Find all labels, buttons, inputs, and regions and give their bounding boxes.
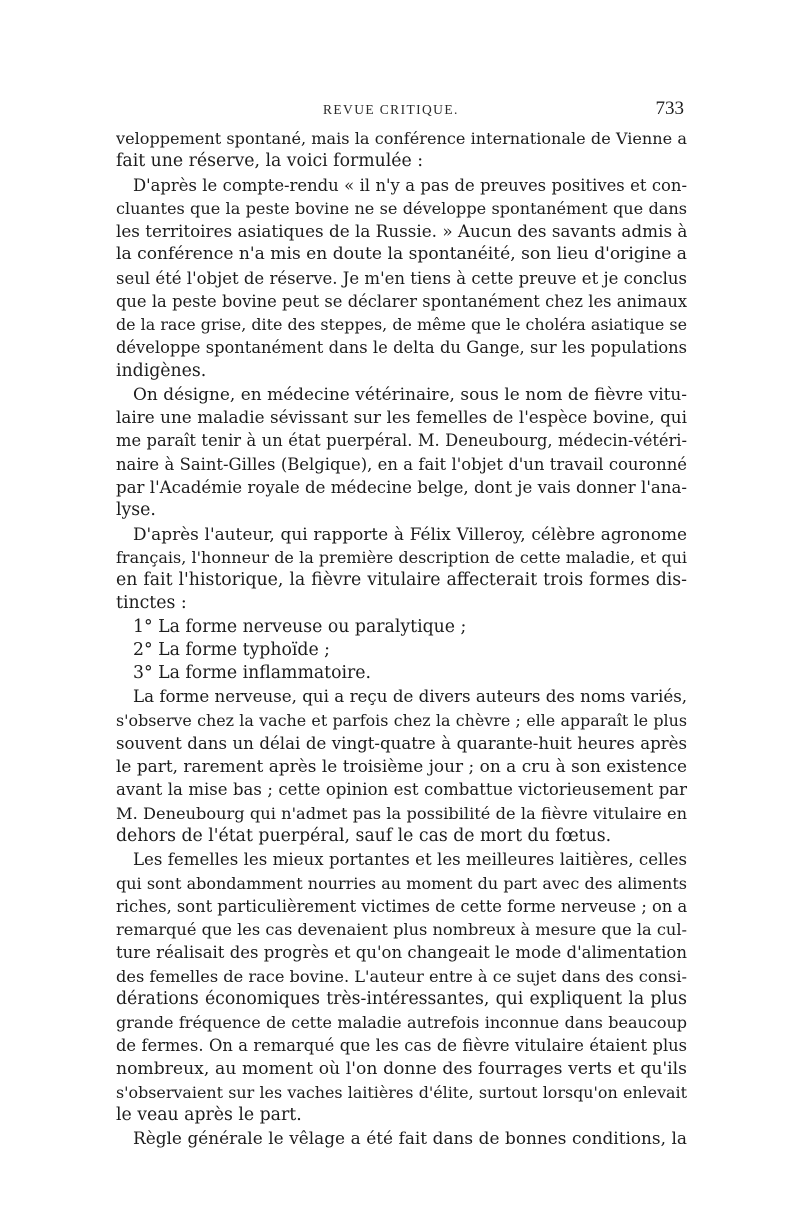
text-line: M. Deneubourg qui n'admet pas la possibilité de la fièvre vitulaire en <box>116 803 687 823</box>
list-item: 1° La forme nerveuse ou paralytique ; <box>133 616 467 637</box>
text-line: souvent dans un délai de vingt-quatre à quarante-huit heures après <box>116 733 687 753</box>
text-line: avant la mise bas ; cette opinion est combattue victorieusement par <box>116 780 687 800</box>
page-header <box>118 98 686 122</box>
text-line: le veau après le part. <box>116 1105 302 1126</box>
text-line: le part, rarement après le troisième jour ; on a cru à son existence <box>116 756 687 777</box>
text-line: remarqué que les cas devenaient plus nombreux à mesure que la cul- <box>116 920 687 940</box>
text-line: qui sont abondamment nourries au moment du part avec des aliments <box>116 873 687 893</box>
text-line: tinctes : <box>116 593 187 614</box>
text-line: laire une maladie sévissant sur les femelles de l'espèce bovine, qui <box>116 407 687 428</box>
text-line: par l'Académie royale de médecine belge, dont je vais donner l'ana- <box>116 477 687 497</box>
text-line: grande fréquence de cette maladie autrefois inconnue dans beaucoup <box>116 1013 687 1033</box>
paragraph-start-line: On désigne, en médecine vétérinaire, sous le nom de fièvre vitu- <box>133 383 687 404</box>
text-line: indigènes. <box>116 360 207 381</box>
text-line: fait une réserve, la voici formulée : <box>116 151 424 172</box>
text-line: seul été l'objet de réserve. Je m'en tiens à cette preuve et je conclus <box>116 268 687 288</box>
body-text <box>116 127 687 1151</box>
page-number: 733 <box>655 98 684 119</box>
text-line: me paraît tenir à un état puerpéral. M. Deneubourg, médecin-vétéri- <box>116 431 687 451</box>
text-line: des femelles de race bovine. L'auteur entre à ce sujet dans des consi- <box>116 966 687 986</box>
text-line: riches, sont particulièrement victimes de cette forme nerveuse ; on a <box>116 896 687 916</box>
list-item: 3° La forme inflammatoire. <box>133 663 371 684</box>
text-line: développe spontanément dans le delta du Gange, sur les populations <box>116 338 687 358</box>
paragraph-start-line: Les femelles les mieux portantes et les meilleures laitières, celles <box>133 850 687 870</box>
text-line: naire à Saint-Gilles (Belgique), en a fait l'objet d'un travail couronné <box>116 454 687 474</box>
paragraph-start-line: D'après l'auteur, qui rapporte à Félix Villeroy, célèbre agronome <box>133 523 687 544</box>
text-line: nombreux, au moment où l'on donne des fourrages verts et qu'ils <box>116 1058 687 1079</box>
text-line: de la race grise, dite des steppes, de même que le choléra asiatique se <box>116 315 687 335</box>
text-line: la conférence n'a mis en doute la spontanéité, son lieu d'origine a <box>116 244 687 265</box>
text-line: lyse. <box>116 500 156 521</box>
list-item: 2° La forme typhoïde ; <box>133 639 331 660</box>
text-line: de fermes. On a remarqué que les cas de fièvre vitulaire étaient plus <box>116 1036 687 1056</box>
text-line: cluantes que la peste bovine ne se développe spontanément que dans <box>116 198 687 218</box>
text-line: dehors de l'état puerpéral, sauf le cas de mort du fœtus. <box>116 825 612 846</box>
text-line: dérations économiques très-intéressantes, qui expliquent la plus <box>116 988 687 1009</box>
text-line: français, l'honneur de la première description de cette maladie, et qui <box>116 547 687 567</box>
text-line: que la peste bovine peut se déclarer spontanément chez les animaux <box>116 291 687 311</box>
paragraph-start-line: La forme nerveuse, qui a reçu de divers auteurs des noms variés, <box>133 686 687 707</box>
text-line: s'observe chez la vache et parfois chez la chèvre ; elle apparaît le plus <box>116 710 687 730</box>
running-head: REVUE CRITIQUE. <box>323 102 459 117</box>
paragraph-start-line: Règle générale le vêlage a été fait dans de bonnes conditions, la <box>133 1128 687 1149</box>
text-line: veloppement spontané, mais la conférence internationale de Vienne a <box>116 129 687 148</box>
text-line: s'observaient sur les vaches laitières d'élite, surtout lorsqu'on enlevait <box>116 1082 687 1102</box>
text-line: les territoires asiatiques de la Russie. » Aucun des savants admis à <box>116 221 687 242</box>
paragraph-start-line: D'après le compte-rendu « il n'y a pas de preuves positives et con- <box>133 175 687 195</box>
text-line: ture réalisait des progrès et qu'on changeait le mode d'alimentation <box>116 943 687 963</box>
text-line: en fait l'historique, la fièvre vitulaire affecterait trois formes dis- <box>116 570 687 591</box>
